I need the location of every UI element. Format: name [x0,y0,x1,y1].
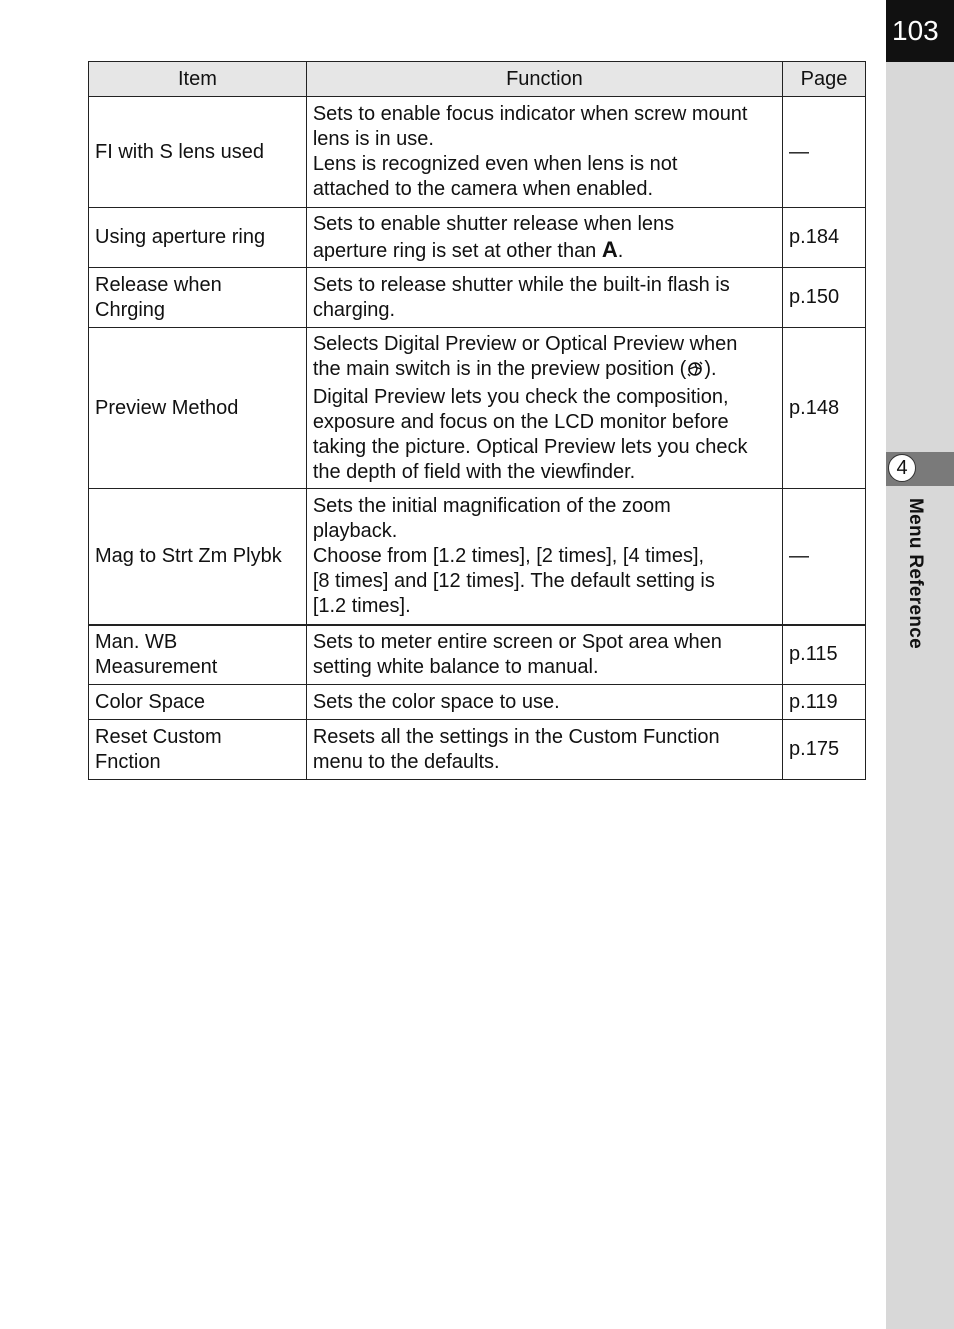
function-line: Sets to release shutter while the built-in flash is [312,273,730,296]
function-line: the depth of field with the viewfinder. [312,460,636,483]
function-line: Sets to enable shutter release when lens [312,212,675,235]
function-line: Choose from [1.2 times], [2 times], [4 times], [312,544,705,567]
row-function [306,685,782,720]
row-page: — [783,97,866,208]
item-line: Fnction [95,750,161,773]
function-line: playback. [312,519,398,542]
function-line: Resets all the settings in the Custom Function [312,725,720,748]
function-line: Lens is recognized even when lens is not [312,153,678,175]
table-row [89,685,866,720]
table-row [89,328,866,489]
function-line: lens is in use. [312,128,434,150]
row-item: Color Space [89,685,307,720]
chapter-number-badge: 4 [888,454,916,482]
function-line-end: . [617,239,624,262]
function-line: Sets to meter entire screen or Spot area when [312,630,722,653]
function-line: charging. [312,298,396,321]
function-line: exposure and focus on the LCD monitor before [312,410,729,433]
function-line: Sets to enable focus indicator when screw mount [312,103,748,125]
row-function [306,625,782,685]
row-item [89,268,307,328]
function-line: taking the picture. Optical Preview lets you check [312,435,748,458]
row-function [306,97,782,208]
table-row [89,720,866,780]
table-row [89,97,866,208]
item-line: Chrging [95,298,166,321]
chapter-title: Menu Reference [905,498,926,649]
side-margin-strip [886,0,954,1329]
preview-position-icon [686,360,704,385]
row-function [306,268,782,328]
table-row [89,208,866,268]
function-line: aperture ring is set at other than [312,239,597,262]
item-line: Release when [95,273,222,296]
table-row [89,625,866,685]
function-line: Sets the initial magnification of the zoom [312,494,671,517]
function-line: Digital Preview lets you check the composition, [312,385,729,408]
function-line: Sets the color space to use. [312,690,560,713]
row-function [306,489,782,625]
header-item: Item [89,62,307,97]
custom-function-table [88,61,866,780]
row-page: p.184 [783,208,866,268]
row-page: p.175 [783,720,866,780]
row-page: p.150 [783,268,866,328]
table-row [89,268,866,328]
row-page: p.119 [783,685,866,720]
row-function [306,328,782,489]
row-item: Using aperture ring [89,208,307,268]
function-line: menu to the defaults. [312,750,500,773]
function-line-end: ). [704,357,717,380]
item-line: Man. WB [95,630,178,653]
row-item: Mag to Strt Zm Plybk [89,489,307,625]
item-line: Measurement [95,655,218,678]
function-line: attached to the camera when enabled. [312,178,654,200]
item-line: Reset Custom [95,725,222,748]
row-function [306,720,782,780]
row-page: — [783,489,866,625]
row-function [306,208,782,268]
row-item: FI with S lens used [89,97,307,208]
function-line: the main switch is in the preview position ( [312,357,687,380]
function-line: [8 times] and [12 times]. The default setting is [312,569,715,592]
function-line: [1.2 times]. [312,594,411,617]
aperture-a-symbol: A [601,236,618,262]
function-line: Selects Digital Preview or Optical Preview when [312,332,738,355]
page-number: 103 [886,0,954,62]
row-item [89,625,307,685]
header-function: Function [306,62,782,97]
header-page: Page [783,62,866,97]
row-page: p.115 [783,625,866,685]
row-item [89,720,307,780]
function-line: setting white balance to manual. [312,655,599,678]
table-header-row [89,62,866,97]
table-row [89,489,866,625]
row-page: p.148 [783,328,866,489]
row-item: Preview Method [89,328,307,489]
